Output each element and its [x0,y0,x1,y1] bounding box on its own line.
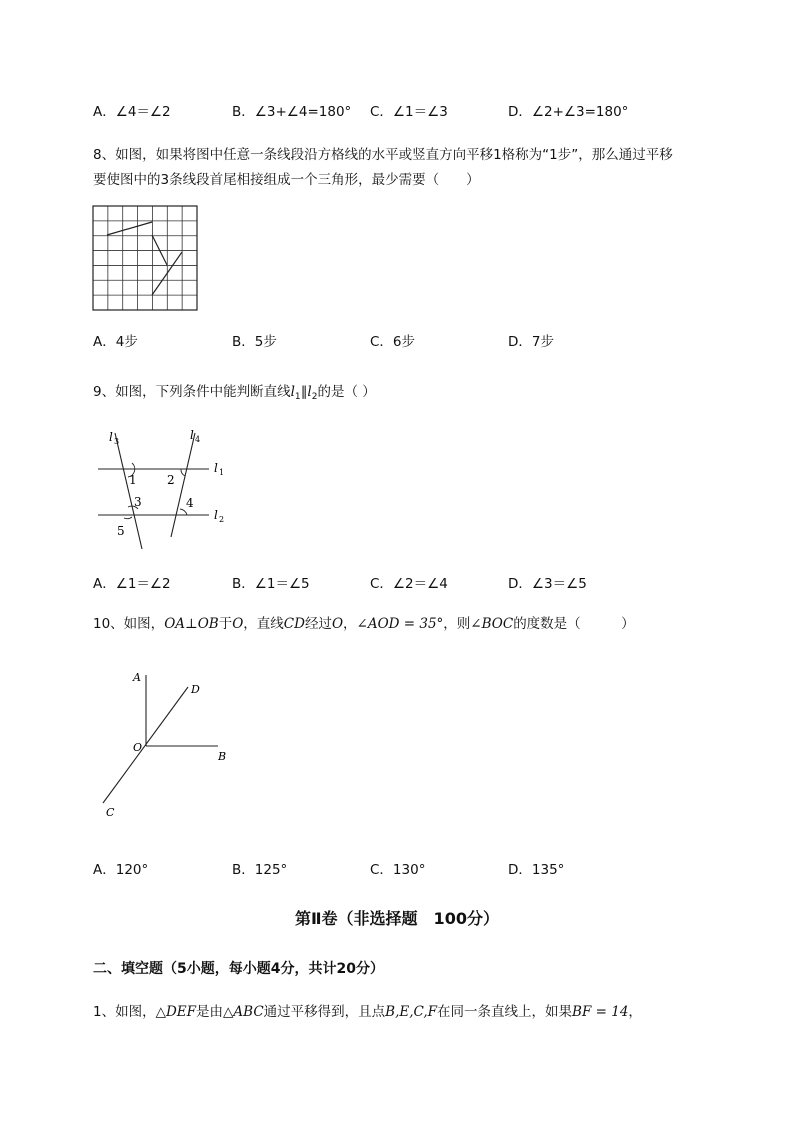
angle-label-2: 2 [167,473,175,487]
q10-angle-boc: ∠BOC [470,616,514,632]
q8-option-b: B．5步 [232,334,277,350]
q10-line-cd: CD [283,616,305,632]
q10-oa-perp-ob: OA⊥OB [164,616,219,632]
q9-line-l2-sub: 2 [311,392,318,402]
point-label-b: B [218,750,227,763]
label-l1: l [214,461,218,475]
q9-line-l2: l [307,384,312,400]
label-l2-sub: 2 [219,515,225,524]
q8-stem-line2: 要使图中的3条线段首尾相接组成一个三角形，最少需要（ ） [93,172,480,188]
q10-figure [95,665,235,825]
q10-stem-suffix: 的度数是（ ） [513,616,635,632]
q10-stem-mid3: 经过 [304,616,332,632]
fill1-stem [93,1000,642,1020]
q9-option-d: D．∠3＝∠5 [508,576,587,592]
fill1-prefix: 1、如图， [93,1004,156,1020]
segment-2 [152,235,167,265]
angle-2-arc [181,469,185,476]
angle-label-3: 3 [134,495,142,509]
q8-stem-line1: 8、如图，如果将图中任意一条线段沿方格线的水平或竖直方向平移1格称为“1步”，那么通过平移 [93,147,673,163]
fill1-mid3: 在同一条直线上，如果 [437,1004,573,1020]
fill1-suffix: ， [628,1004,642,1020]
q10-stem-mid2: ，直线 [243,616,284,632]
segment-1 [107,222,152,235]
q8-grid-figure [92,205,198,311]
q7-option-b: B．∠3+∠4=180° [232,104,352,120]
label-l3: l [109,430,113,444]
label-l4-sub: 4 [195,435,201,444]
label-l4: l [190,428,194,442]
label-l2: l [214,508,218,522]
section-heading: 二、填空题（5小题，每小题4分，共计20分） [93,961,384,977]
point-label-c: C [106,806,115,819]
fill1-triangle-abc: △ABC [223,1004,264,1020]
q10-stem-mid4: ， [343,616,357,632]
q9-option-a: A．∠1＝∠2 [93,576,171,592]
fill1-points: B,E,C,F [385,1004,438,1020]
q8-option-a: A．4步 [93,334,138,350]
q9-option-b: B．∠1＝∠5 [232,576,310,592]
q10-option-a: A．120° [93,862,149,878]
q10-option-b: B．125° [232,862,288,878]
q8-option-d: D．7步 [508,334,554,350]
q9-stem [93,380,376,402]
angle-5-arc [124,517,132,519]
label-l1-sub: 1 [219,468,225,477]
q8-option-c: C．6步 [370,334,416,350]
q7-option-a: A．∠4＝∠2 [93,104,171,120]
q10-point-o2: O [331,616,344,632]
q9-stem-prefix: 9、如图，下列条件中能判断直线 [93,384,291,400]
q10-stem [93,612,635,632]
q10-option-d: D．135° [508,862,565,878]
q10-stem-mid1: 于 [218,616,233,632]
grid-lines [93,206,197,310]
q10-option-c: C．130° [370,862,426,878]
grid-border [93,206,197,310]
q9-stem-suffix: 的是（ ） [317,384,376,400]
q9-parallel-symbol: ∥ [300,384,308,400]
q10-stem-prefix: 10、如图， [93,616,165,632]
fill1-mid1: 是由 [196,1004,224,1020]
q10-point-o: O [232,616,244,632]
fill1-bf: BF = 14 [572,1004,629,1020]
q9-figure [95,425,235,553]
point-label-o: O [133,741,143,754]
angle-label-1: 1 [129,473,137,487]
label-l3-sub: 3 [114,437,120,446]
fill1-triangle-def: △DEF [155,1004,197,1020]
point-label-d: D [191,683,200,696]
q9-option-c: C．∠2＝∠4 [370,576,448,592]
q7-option-c: C．∠1＝∠3 [370,104,448,120]
angle-label-4: 4 [186,496,194,510]
point-label-a: A [133,671,141,684]
q9-line-l1-sub: 1 [294,392,301,402]
q9-line-l1: l [290,384,295,400]
angle-label-5: 5 [117,524,125,538]
section-title: 第Ⅱ卷（非选择题 100分） [295,909,499,928]
q7-option-d: D．∠2+∠3=180° [508,104,629,120]
fill1-mid2: 通过平移得到，且点 [263,1004,386,1020]
q10-angle-aod: ∠AOD = 35° [356,616,444,632]
q10-stem-mid5: ，则 [443,616,471,632]
